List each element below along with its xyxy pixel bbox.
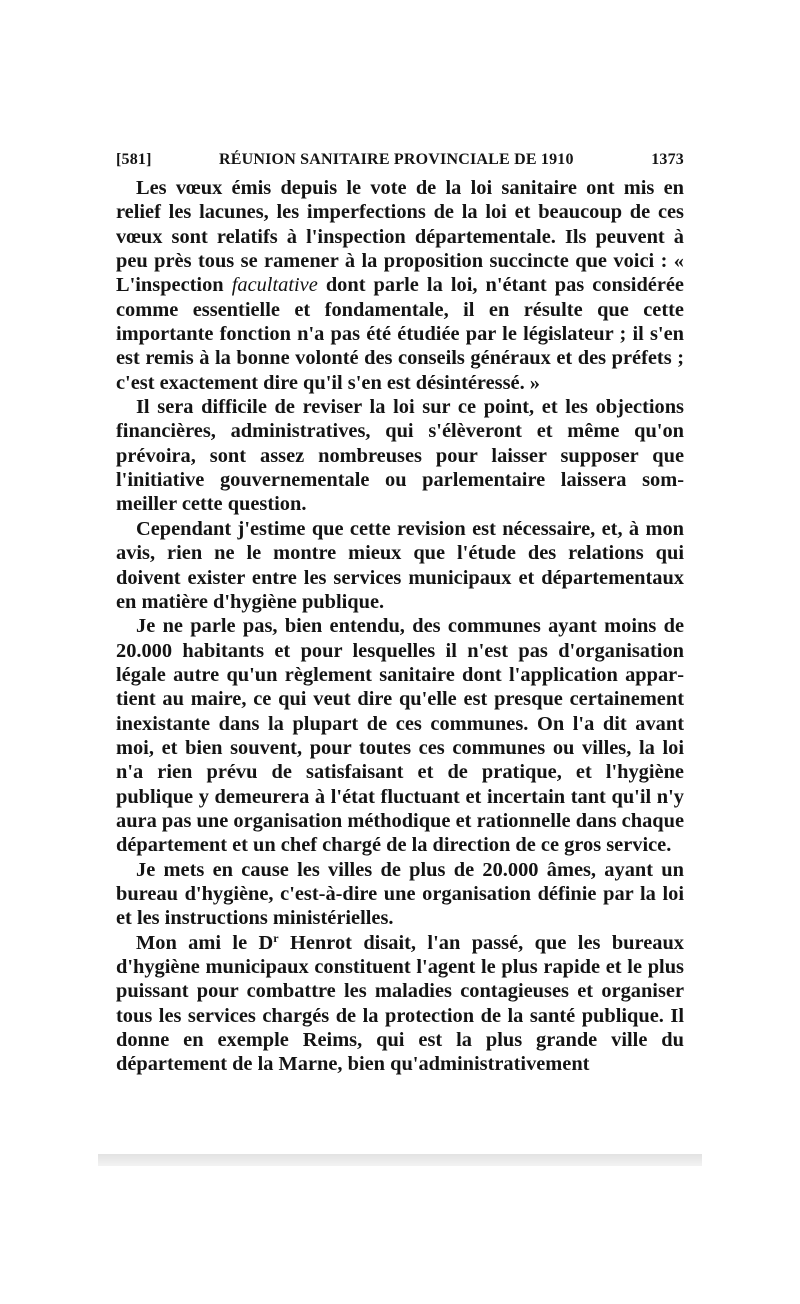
paragraph-text: Mon ami le D <box>136 931 274 954</box>
paragraph <box>116 517 684 614</box>
scan-edge-shadow <box>98 1154 702 1166</box>
page-number: 1373 <box>651 151 684 168</box>
paragraph <box>116 931 684 1077</box>
paragraph-text: Il sera difficile de reviser la loi sur ce point, et les objections financières, administratives, qui s'élèveront et même qu'on prévoira, sont assez nombreuses pour laisser supposer que l'initiative gouvernementale ou parlementaire laissera sommeiller cette question. <box>116 396 684 516</box>
paragraph <box>116 176 684 395</box>
superscript-text: r <box>273 930 279 945</box>
paragraph-text: Je ne parle pas, bien entendu, des communes ayant moins de 20.000 habitants et pour lesquelles il n'est pas d'organisation légale autre qu'un règlement sanitaire dont l'application appartient au maire, ce qui veut dire qu'elle est presque certainement inexistante dans la plupart de ces communes. On l'a dit avant moi, et bien souvent, pour toutes ces communes ou villes, la loi n'a rien prévu de satisfaisant et de pratique, et l'hygiène publique y demeurera à l'état fluctuant et incertain tant qu'il n'y aura pas une organisation méthodique et rationnelle dans chaque département et un chef chargé de la direction de ce gros service. <box>116 615 684 857</box>
body-text <box>116 176 684 1077</box>
page-reference: [581] <box>116 151 152 168</box>
paragraph-text: Cependant j'estime que cette revision est nécessaire, et, à mon avis, rien ne le montre mieux que l'étude des relations qui doivent exister entre les services municipaux et départementaux en matière d'hygiène publique. <box>116 517 684 613</box>
running-title: RÉUNION SANITAIRE PROVINCIALE DE 1910 <box>219 151 574 168</box>
paragraph-text: Henrot disait, l'an passé, que les bureaux d'hygiène municipaux constituent l'agent le plus rapide et le plus puissant pour combattre les maladies contagieuses et organiser tous les services chargés de la protection de la santé publique. Il donne en exemple Reims, qui est la plus grande ville du département de la Marne, bien qu'administrativement <box>116 931 684 1076</box>
paragraph <box>116 395 684 517</box>
paragraph-text: Les vœux émis depuis le vote de la loi sanitaire ont mis en relief les lacunes, les imperfections de la loi et beaucoup de ces vœux sont relatifs à l'inspection départementale. Ils peuvent à peu près tous se ramener à la proposition succincte que voici : « L'inspection <box>116 177 684 297</box>
italic-text: facultative <box>231 274 318 297</box>
paragraph <box>116 614 684 857</box>
paragraph-text: Je mets en cause les villes de plus de 20.000 âmes, ayant un bureau d'hygiène, c'est-à-dire une organisation définie par la loi et les instructions ministérielles. <box>116 858 684 930</box>
paragraph <box>116 858 684 931</box>
paragraph-text: dont parle la loi, n'étant pas considérée comme essentielle et fondamentale, il en résulte que cette importante fonction n'a pas été étudiée par le législateur ; il s'en est remis à la bonne volonté des conseils généraux et des préfets ; c'est exactement dire qu'il s'en est désintéressé. » <box>116 274 684 394</box>
running-header <box>116 151 684 173</box>
